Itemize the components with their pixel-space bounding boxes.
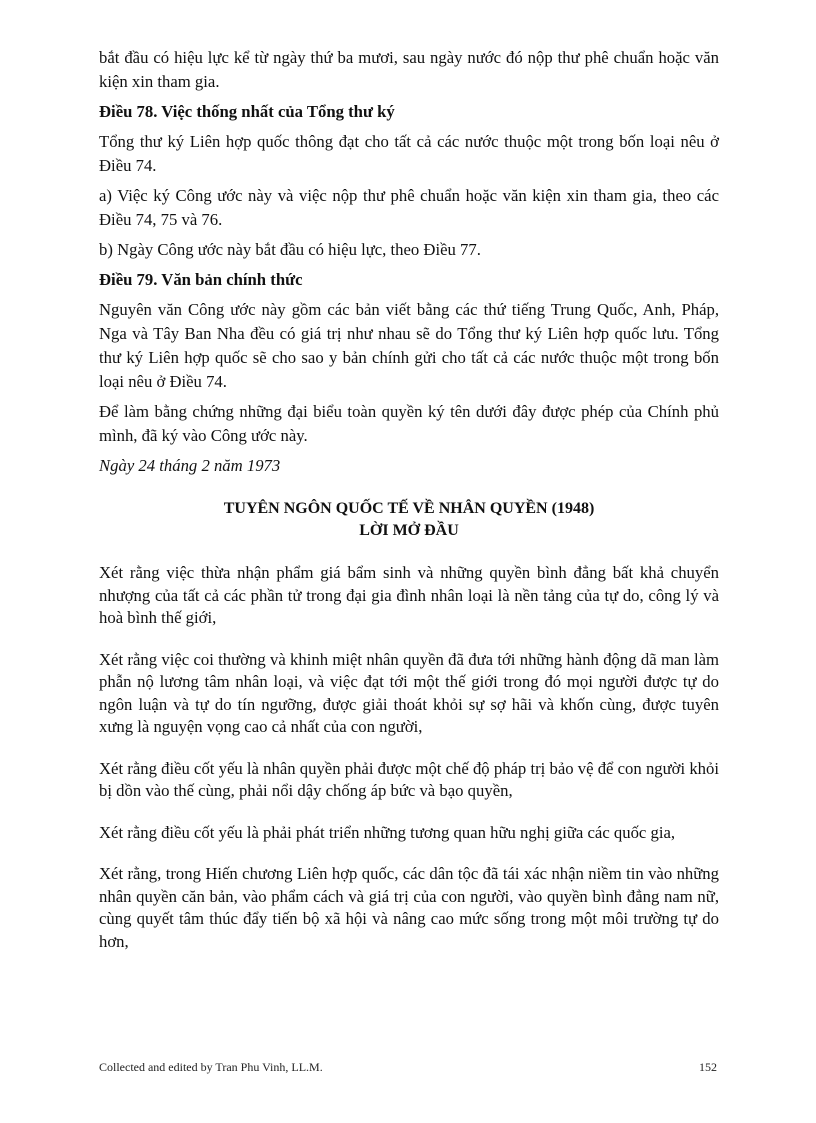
article-78-paragraph: Tổng thư ký Liên hợp quốc thông đạt cho tất cả các nước thuộc một trong bốn loại nêu ở Điều 74. xyxy=(99,132,719,175)
signing-date: Ngày 24 tháng 2 năm 1973 xyxy=(99,456,281,475)
page-footer xyxy=(99,1060,717,1075)
article-78-item-a: a) Việc ký Công ước này và việc nộp thư phê chuẩn hoặc văn kiện xin tham gia, theo các Điều 74, 75 và 76. xyxy=(99,186,719,229)
page-number: 152 xyxy=(699,1060,717,1074)
declaration-title: TUYÊN NGÔN QUỐC TẾ VỀ NHÂN QUYỀN (1948) xyxy=(223,500,595,517)
preamble-paragraph: Xét rằng việc coi thường và khinh miệt nhân quyền đã đưa tới những hành động dã man làm phẫn nộ lương tâm nhân loại, và việc đạt tới một thế giới trong đó mọi người được tự do ngôn luận và tự do tín ngưỡng, được giải thoát khỏi sự sợ hãi và khốn cùng, được tuyên xưng là nguyện vọng cao cả nhất của con người, xyxy=(99,649,719,736)
article-78-heading: Điều 78. Việc thống nhất của Tổng thư ký xyxy=(99,102,395,121)
preamble-paragraph: Xét rằng điều cốt yếu là phải phát triển những tương quan hữu nghị giữa các quốc gia, xyxy=(99,822,676,842)
declaration-subtitle: LỜI MỞ ĐẦU xyxy=(359,522,459,539)
article-79-heading: Điều 79. Văn bản chính thức xyxy=(99,270,303,289)
body-paragraph: bắt đầu có hiệu lực kể từ ngày thứ ba mươi, sau ngày nước đó nộp thư phê chuẩn hoặc văn kiện xin tham gia. xyxy=(99,48,719,91)
document-page xyxy=(99,46,719,972)
preamble-paragraph: Xét rằng, trong Hiến chương Liên hợp quốc, các dân tộc đã tái xác nhận niềm tin vào những nhân quyền căn bản, vào phẩm cách và giá trị của con người, vào quyền bình đẳng nam nữ, cùng quyết tâm thúc đẩy tiến bộ xã hội và nâng cao mức sống trong một môi trường tự do hơn, xyxy=(99,864,719,951)
article-78-item-b: b) Ngày Công ước này bắt đầu có hiệu lực, theo Điều 77. xyxy=(99,240,481,259)
article-79-paragraph: Nguyên văn Công ước này gồm các bản viết bằng các thứ tiếng Trung Quốc, Anh, Pháp, Nga và Tây Ban Nha đều có giá trị như nhau sẽ do Tổng thư ký Liên hợp quốc lưu. Tổng thư ký Liên hợp quốc sẽ cho sao y bản chính gửi cho tất cả các nước thuộc một trong bốn loại nêu ở Điều 74. xyxy=(99,300,719,391)
declaration-title-block xyxy=(99,498,719,542)
preamble xyxy=(99,562,719,953)
preamble-paragraph: Xét rằng việc thừa nhận phẩm giá bẩm sinh và những quyền bình đẳng bất khả chuyển nhượng của tất cả các phần tử trong đại gia đình nhân loại là nền tảng của tự do, công lý và hoà bình thế giới, xyxy=(99,563,719,627)
preamble-paragraph: Xét rằng điều cốt yếu là nhân quyền phải được một chế độ pháp trị bảo vệ để con người khỏi bị dồn vào thế cùng, phải nổi dậy chống áp bức và bạo quyền, xyxy=(99,758,719,800)
footer-credit: Collected and edited by Tran Phu Vinh, LL.M. xyxy=(99,1060,323,1074)
witness-paragraph: Để làm bằng chứng những đại biểu toàn quyền ký tên dưới đây được phép của Chính phủ mình, đã ký vào Công ước này. xyxy=(99,402,719,445)
